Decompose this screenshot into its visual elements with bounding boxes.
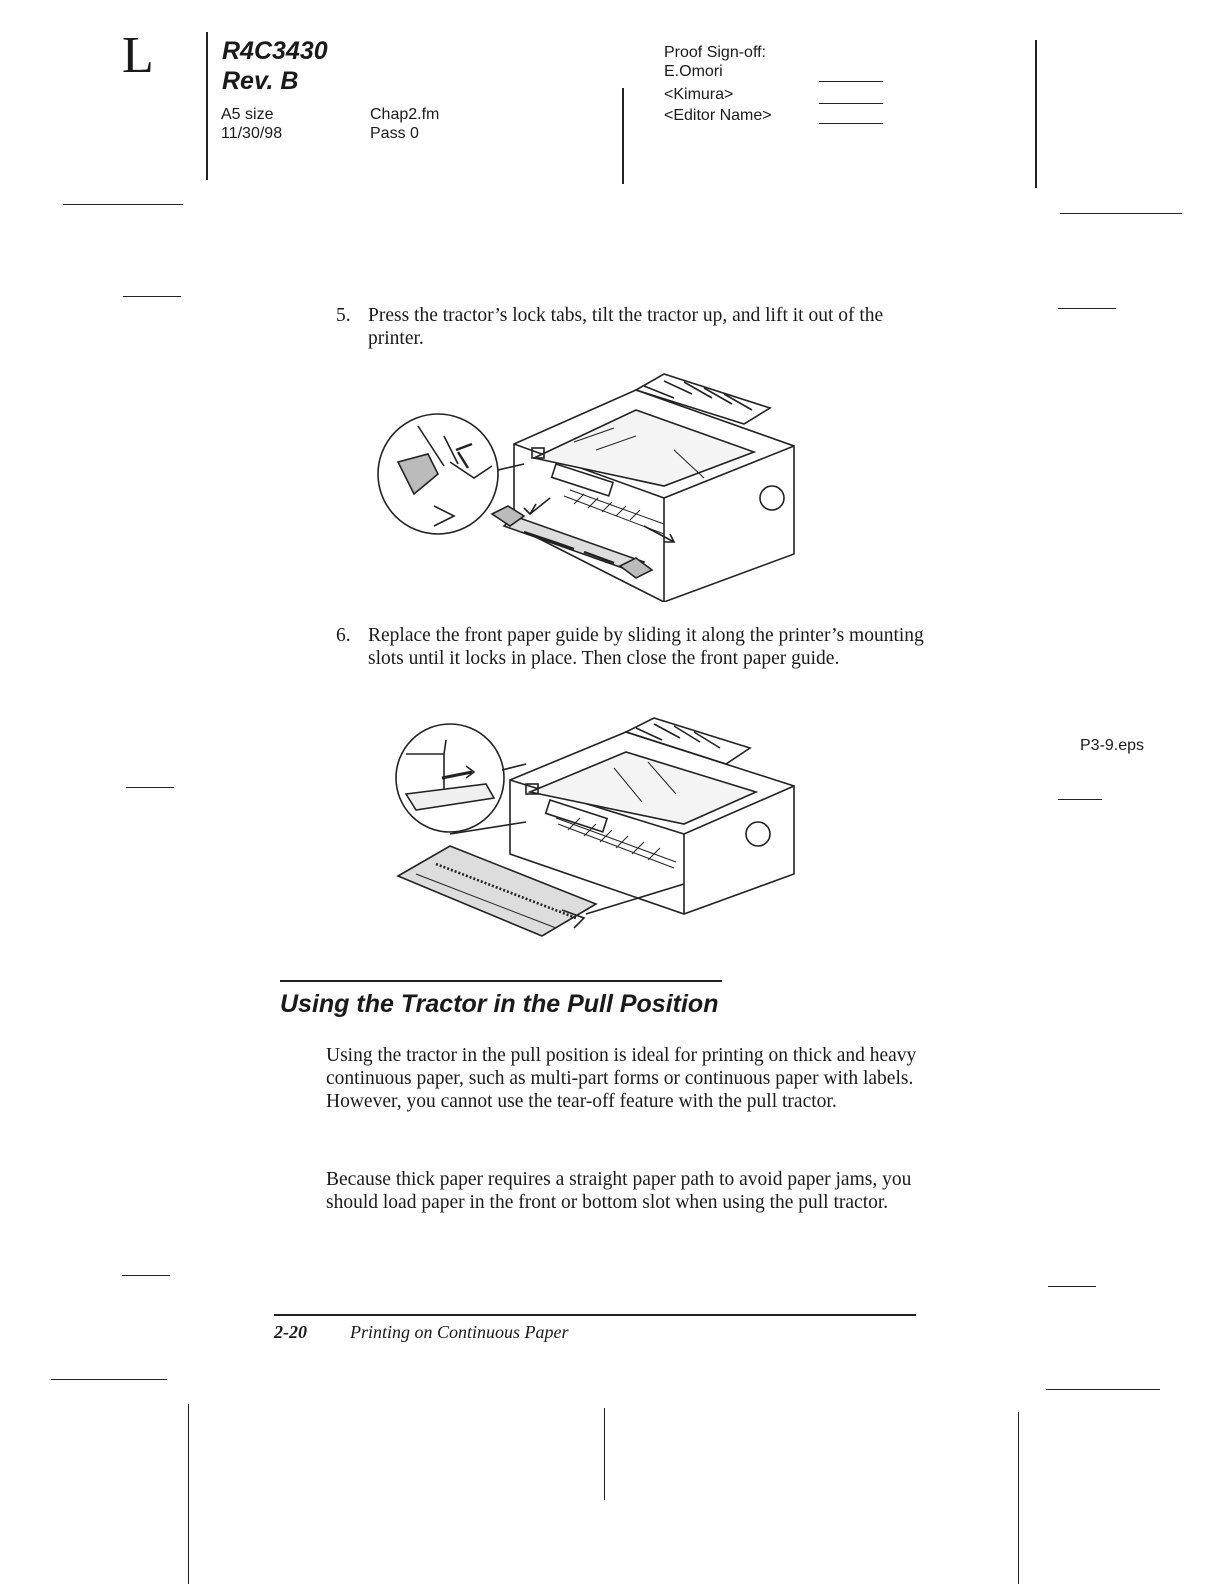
crop-mark (604, 1408, 605, 1500)
footer-rule (274, 1314, 916, 1316)
doc-code: R4C3430 (222, 37, 328, 65)
body-paragraph-2: Because thick paper requires a straight paper path to avoid paper jams, you should load paper in the front or bottom slot when using the pull tractor. (326, 1169, 912, 1213)
crop-mark (1018, 1412, 1019, 1584)
page-number: 2-20 (274, 1322, 307, 1342)
proof-name-2: <Kimura> (664, 86, 734, 103)
crop-mark (126, 787, 174, 788)
header-divider-left (206, 32, 208, 180)
figure-paper-guide-replacement (386, 714, 800, 944)
crop-mark (63, 204, 183, 205)
signoff-line-2 (819, 103, 883, 104)
crop-mark (1058, 308, 1116, 309)
header-divider-center (622, 88, 624, 184)
signoff-line-1 (819, 81, 883, 82)
step-6 (336, 624, 936, 696)
doc-file: Chap2.fm (370, 106, 440, 123)
crop-mark (1046, 1389, 1160, 1390)
chapter-title: Printing on Continuous Paper (350, 1322, 569, 1342)
step-text: Replace the front paper guide by sliding it along the printer’s mounting slots until it locks in place. Then close the front paper guide. (368, 625, 924, 669)
body-paragraph-1: Using the tractor in the pull position is ideal for printing on thick and heavy continuous paper, such as multi-part forms or continuous paper with labels. However, you cannot use the tear-off feature with the pull tractor. (326, 1045, 917, 1112)
signoff-line-3 (819, 123, 883, 124)
doc-size: A5 size (221, 106, 274, 123)
crop-mark (1048, 1286, 1096, 1287)
revision: Rev. B (222, 67, 299, 95)
crop-mark (122, 1275, 170, 1276)
step-text: Press the tractor’s lock tabs, tilt the tractor up, and lift it out of the printer. (368, 305, 884, 349)
figure-tractor-removal (374, 366, 834, 602)
heading-rule (280, 980, 722, 982)
step-5 (336, 304, 936, 352)
crop-mark (1058, 799, 1102, 800)
step-number: 6. (336, 625, 351, 646)
crop-mark (1060, 213, 1182, 214)
doc-pass: Pass 0 (370, 125, 419, 142)
figure-label: P3-9.eps (1080, 737, 1145, 754)
step-number: 5. (336, 305, 351, 326)
crop-mark (123, 296, 181, 297)
crop-mark (51, 1379, 167, 1380)
margin-letter: L (122, 27, 154, 84)
section-heading: Using the Tractor in the Pull Position (280, 990, 719, 1018)
crop-mark (188, 1404, 189, 1584)
proof-name-1: E.Omori (664, 63, 723, 80)
header-divider-right (1035, 40, 1037, 188)
doc-date: 11/30/98 (221, 125, 283, 142)
doc-code-block (222, 36, 328, 96)
proof-name-3: <Editor Name> (664, 107, 772, 124)
proof-title: Proof Sign-off: (664, 44, 766, 61)
